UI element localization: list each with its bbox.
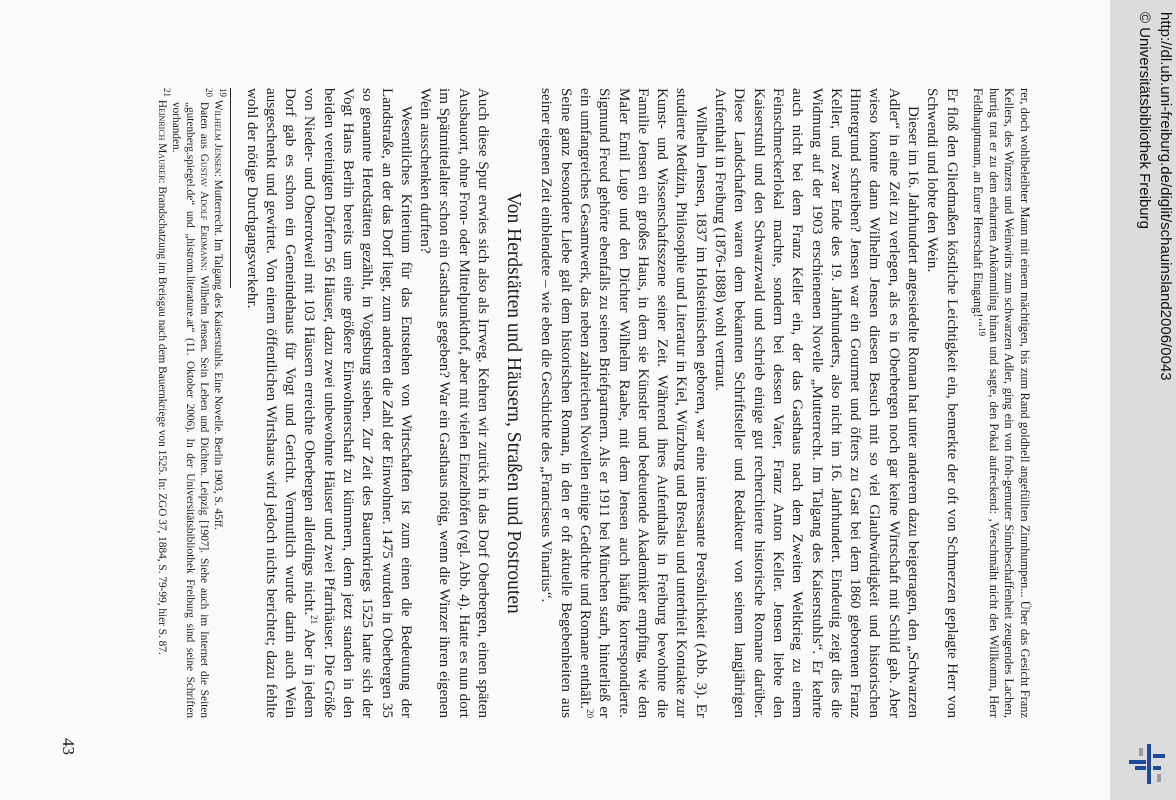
- logo-bar: [1153, 766, 1161, 770]
- paragraph-text: Wesentliches Kriterium für das Entstehen von Wirtschaften ist zum einen die Bedeutung der Landstraße, an der das Dorf liegt, zum anderen die Zahl der Einwohner. 1475 wurden in Oberbergen 35 so genannte Herdstätten gezählt, in Vogtsburg sieben. Zur Zeit des Bauernkriegs 1525 hatte sich der Vogt Hans Berlin bereits um eine größere Einwohnerschaft zu kümmern, denn jetzt standen in den beiden vereinigten Dörfern 56 Häuser, dazu zwei unbewohnte Häuser und zwei Pfarrhäuser. Die Größe von Nieder- und Oberrotweil mit 103 Häusern erreichte Oberbergen allerdings nicht.: [301, 88, 414, 718]
- logo-bar: [1135, 766, 1146, 770]
- quote-text: rer, doch wohlbeleibter Mann mit einem mächtigen, bis zum Rand goldhell angefüllten Zinnhumpen... Über das Gesicht Franz Kellers, des Winzers und Weinwirts zum schwarzen Adler, ging ein von froh-gemuter Sinnbeschaffenheit zeugendes Lachen, hurtig trat er zu dem erharrten Ankömmling hinan und sagte, den Pokal aufreckend: ‚Verschmäht nicht den Willkomm, Herr Feldhauptmann, an Eurer Herrschaft Eingang!‘“: [971, 88, 1032, 718]
- footnote-ref: 19: [977, 327, 988, 337]
- logo-bar: [1129, 760, 1146, 764]
- paragraph: Dieser im 16. Jahrhundert angesiedelte Roman hat unter anderem dazu beigetragen, den „Schwarzen Adler“ in eine Zeit zu verlegen, als es in Oberbergen noch gar keine Wirtschaft mit Schild gab. Aber wieso konnte dann Wilhelm Jensen diesen Besuch mit so viel Glaubwürdigkeit und historischen Hintergrund schreiben? Jensen war ein Gourmet und öfters zu Gast bei dem 1860 geborenen Franz Keller, und zwar Ende des 19. Jahrhunderts, also nicht im 16. Jahrhundert. Eindeutig zeigt dies die Widmung auf der 1903 erschienenen Novelle „Mutterrecht. Im Talgang des Kaiserstuhls“. Er kehrte auch nicht bei dem Franz Keller ein, der das Gasthaus nach dem Zweiten Weltkrieg zu einem Feinschmeckerlokal machte, sondern bei dessen Vater, Franz Anton Keller. Jensen liebte den Kaiserstuhl und den Schwarzwald und schrieb einige gut recherchierte historische Romane darüber. Diese Landschaften waren dem bekannten Schriftsteller und Redakteur von seinem langjährigen Aufenthalt in Freiburg (1876-1888) wohl vertraut.: [712, 88, 922, 718]
- logo-bar: [1147, 744, 1151, 784]
- paragraph-text: Aber in jedem Dorf gab es schon ein Gemeindehaus für Vogt und Gericht. Vermutlich wurde darin auch Wein ausgeschenkt und gewirtet. Von einem öffentlichen Wirtshaus wird jedoch nichts berichtet; dazu fehlte wohl der nötige Durchgangsverkehr.: [243, 88, 318, 719]
- page-body: [153, 88, 1048, 718]
- footnote-ref: 20: [585, 709, 596, 718]
- footnote-author: Gustav Adolf Erdmann: [197, 153, 210, 268]
- paragraph: [241, 88, 415, 718]
- paragraph: Auch diese Spur erwies sich also als Irrweg. Kehren wir zurück in das Dorf Oberbergen, einen späten Ausbauort, ohne Fron- oder Mittelpunkthof, aber mit vielen Einzelhöfen (vgl. Abb. 4). Hatte es nun dort im Spätmittelalter schon ein Gasthaus gegeben? War ein Gasthaus nötig, wenn die Winzer ihren eigenen Wein ausschenken durften?: [417, 88, 492, 718]
- library-sidebar: [1110, 0, 1176, 800]
- footnote-text: : Wilhelm Jensen. Sein Leben und Dichten. Leipzig [1907]. Siehe auch im Internet die Seiten „gutenberg.spiegel.de“ und „histrom.literature.at“ (11. Oktober 2006). In der Universitätsbibliothek Freiburg sind seine Schriften vorhanden.: [170, 102, 210, 719]
- footnote-rule: [230, 88, 231, 288]
- footnotes: [154, 88, 228, 719]
- footnote: [154, 88, 172, 718]
- copyright-notice: © Universitätsbibliothek Freiburg: [1136, 12, 1153, 229]
- footnote-prefix: Daten aus: [197, 101, 210, 154]
- footnote: [169, 88, 214, 719]
- ub-freiburg-logo-icon: [1125, 740, 1169, 788]
- footnote-ref: 21: [309, 615, 320, 625]
- paragraph: [536, 88, 710, 718]
- footnote-text: : Mutterrecht. Im Talgang des Kaiserstuhls. Eine Novelle. Berlin 1903, S. 45ff.: [212, 173, 225, 530]
- footnote-author: Wilhelm Jensen: [212, 99, 225, 174]
- footnote-number: 19: [218, 88, 228, 97]
- logo-bar: [1139, 748, 1143, 756]
- footnote-number: 21: [161, 88, 172, 97]
- page-number: 43: [59, 738, 78, 755]
- footnote-author: Heinrich Maurer: [155, 99, 168, 181]
- logo-bar: [1153, 754, 1165, 758]
- logo-bar: [1157, 774, 1161, 782]
- footnote-text: : Brandschatzung im Breisgau nach dem Bauernkriege von 1525. In: ZGO 37, 1884, S. 79-99, hier S. 87.: [155, 180, 168, 655]
- section-heading: Von Herdstätten und Häusern, Straßen und Postrouten: [503, 192, 525, 614]
- paragraph: Er floß den Gliedmaßen köstliche Leichtigkeit ein, bemerkte der oft von Schmerzen geplagte Herr von Schwendi und lobte den Wein.: [924, 88, 960, 718]
- block-quote: [970, 88, 1032, 718]
- footnote-number: 20: [203, 88, 214, 97]
- sidebar-text: [1110, 8, 1176, 772]
- source-url-link[interactable]: http://dl.ub.uni-freiburg.de/diglit/schauinsland2006/0043: [1157, 12, 1174, 381]
- footnote: [211, 88, 228, 718]
- paragraph-text: Wilhelm Jensen, 1837 im Holsteinischen geboren, war eine interessante Persönlichkeit (Abb. 3). Er studierte Medizin, Philosophie und Literatur in Kiel, Würzburg und Breslau und unterhielt Kontakte zur Kunst- und Wissenschaftsszene seiner Zeit. Während ihres Aufenthalts in Freiburg bewohnte die Familie Jensen ein großes Haus, in dem sie Künstler und bedeutende Akademiker empfing, wie den Maler Emil Lugo und den Dichter Wilhelm Raabe, mit dem Jensen auch häufig korrespondierte. Sigmund Freud gehörte ebenfalls zu seinen Briefpartnern. Als er 1911 bei München starb, hinterließ er ein umfangreiches Gesamtwerk, das neben zahlreichen Novellen einige Gedichte und Romane enthält.: [576, 88, 709, 718]
- paragraph-text: Seine ganz besondere Liebe galt dem historischen Roman, in den er oft aktuelle Begebenheiten aus seiner eigenen Zeit einblendete – wie eben die Geschichte des „Franciseus Vinarius“.: [538, 88, 574, 718]
